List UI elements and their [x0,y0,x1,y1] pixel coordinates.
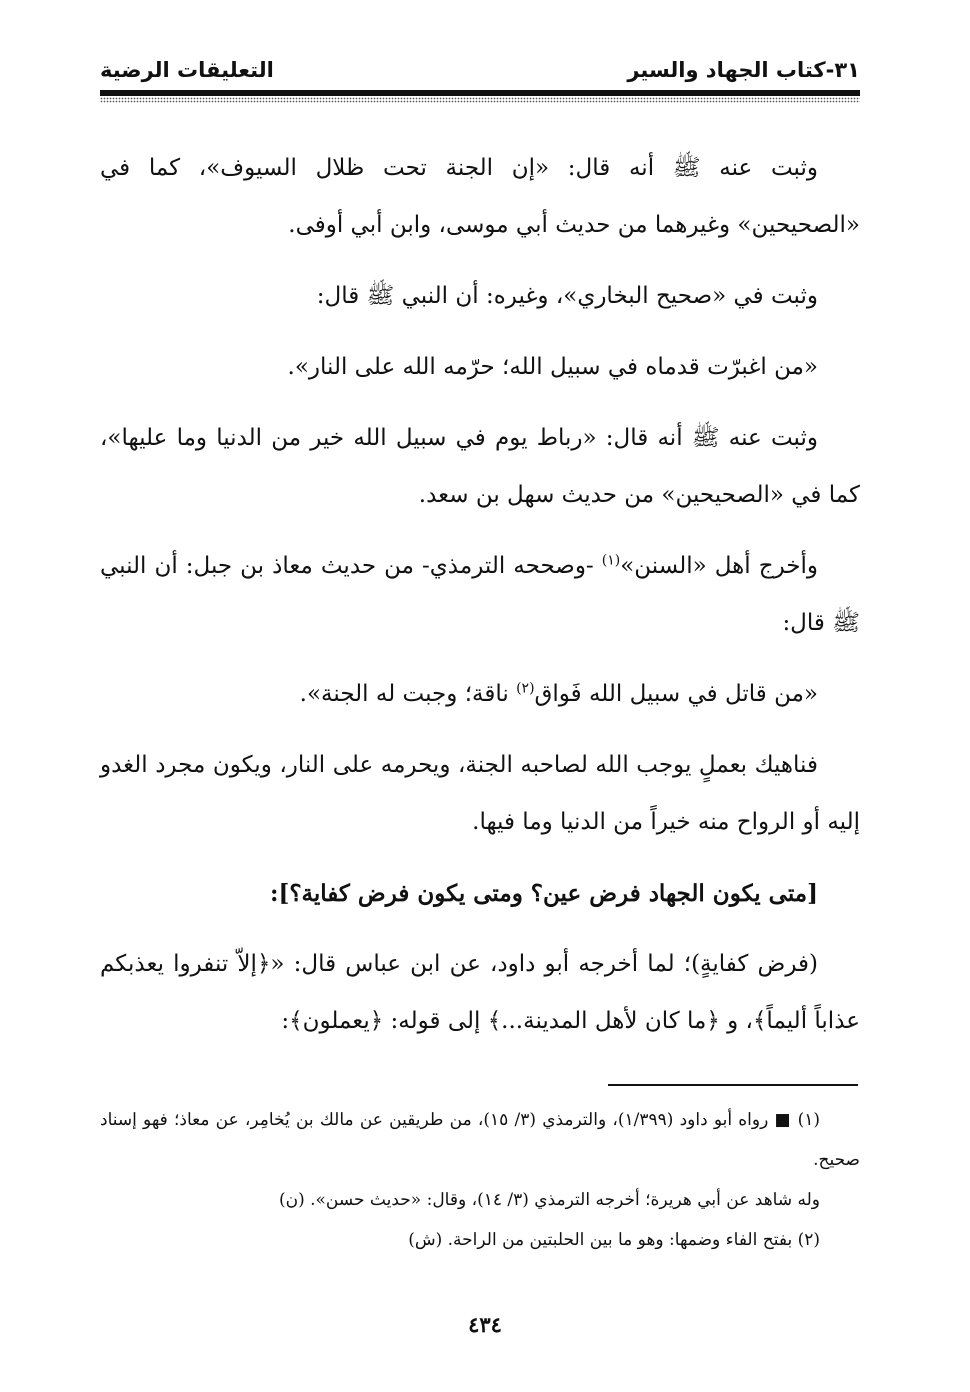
paragraph [100,538,860,652]
chapter-title: ٣١-كتاب الجهاد والسير [627,58,860,82]
running-header [100,58,860,88]
paragraph: وثبت عنه ﷺ أنه قال: «رباط يوم في سبيل الله خير من الدنيا وما عليها»، كما في «الصحيحين» من حديث سهل بن سعد. [100,425,860,508]
footnote-ref: (٢) [516,680,535,697]
main-text [100,140,860,1064]
paragraph-text: ناقة؛ وجبت له الجنة». [299,681,517,707]
footnotes [100,1100,860,1260]
footnote-ref: (١) [601,552,621,569]
footnote-1-continuation: وله شاهد عن أبي هريرة؛ أخرجه الترمذي (٣/ ١٤)، وقال: «حديث حسن». (ن) [278,1190,820,1210]
paragraph-text: -وصححه الترمذي- من حديث معاذ بن جبل: أن النبي ﷺ قال: [100,553,860,636]
page-number: ٤٣٤ [468,1312,502,1337]
hadith-quote [100,666,860,723]
paragraph-text: وأخرج أهل «السنن» [620,553,818,579]
hadith-quote: «من اغبرّت قدماه في سبيل الله؛ حرّمه الله على النار». [287,354,818,380]
book-title: التعليقات الرضية [100,58,274,82]
footnote-2: (٢) بفتح الفاء وضمها: وهو ما بين الحلبتين من الراحة. (ش) [408,1230,820,1250]
header-dotted-rule [100,97,860,103]
footnote-1: (١) ■ رواه أبو داود (١/٣٩٩)، والترمذي (٣/ ١٥)، من طريقين عن مالك بن يُخامِر، عن معاذ؛ فهو إسناد صحيح. [100,1110,860,1170]
section-heading: [متى يكون الجهاد فرض عين؟ ومتى يكون فرض كفاية؟]: [269,880,818,907]
paragraph: وثبت عنه ﷺ أنه قال: «إن الجنة تحت ظلال السيوف»، كما في «الصحيحين» وغيرهما من حديث أبي موسى، وابن أبي أوفى. [100,155,860,238]
footnote-separator [608,1084,858,1086]
header-rule [100,90,860,96]
paragraph-text: «من قاتل في سبيل الله فَواق [534,681,818,707]
paragraph: وثبت في «صحيح البخاري»، وغيره: أن النبي ﷺ قال: [316,283,818,309]
paragraph: فناهيك بعملٍ يوجب الله لصاحبه الجنة، ويحرمه على النار، ويكون مجرد الغدو إليه أو الرواح منه خيراً من الدنيا وما فيها. [100,752,860,835]
paragraph: (فرض كفايةٍ)؛ لما أخرجه أبو داود، عن ابن عباس قال: «﴿إلاّ تنفروا يعذبكم عذاباً أليماً﴾، و ﴿ما كان لأهل المدينة...﴾ إلى قوله: ﴿يعملون﴾: [100,951,860,1034]
